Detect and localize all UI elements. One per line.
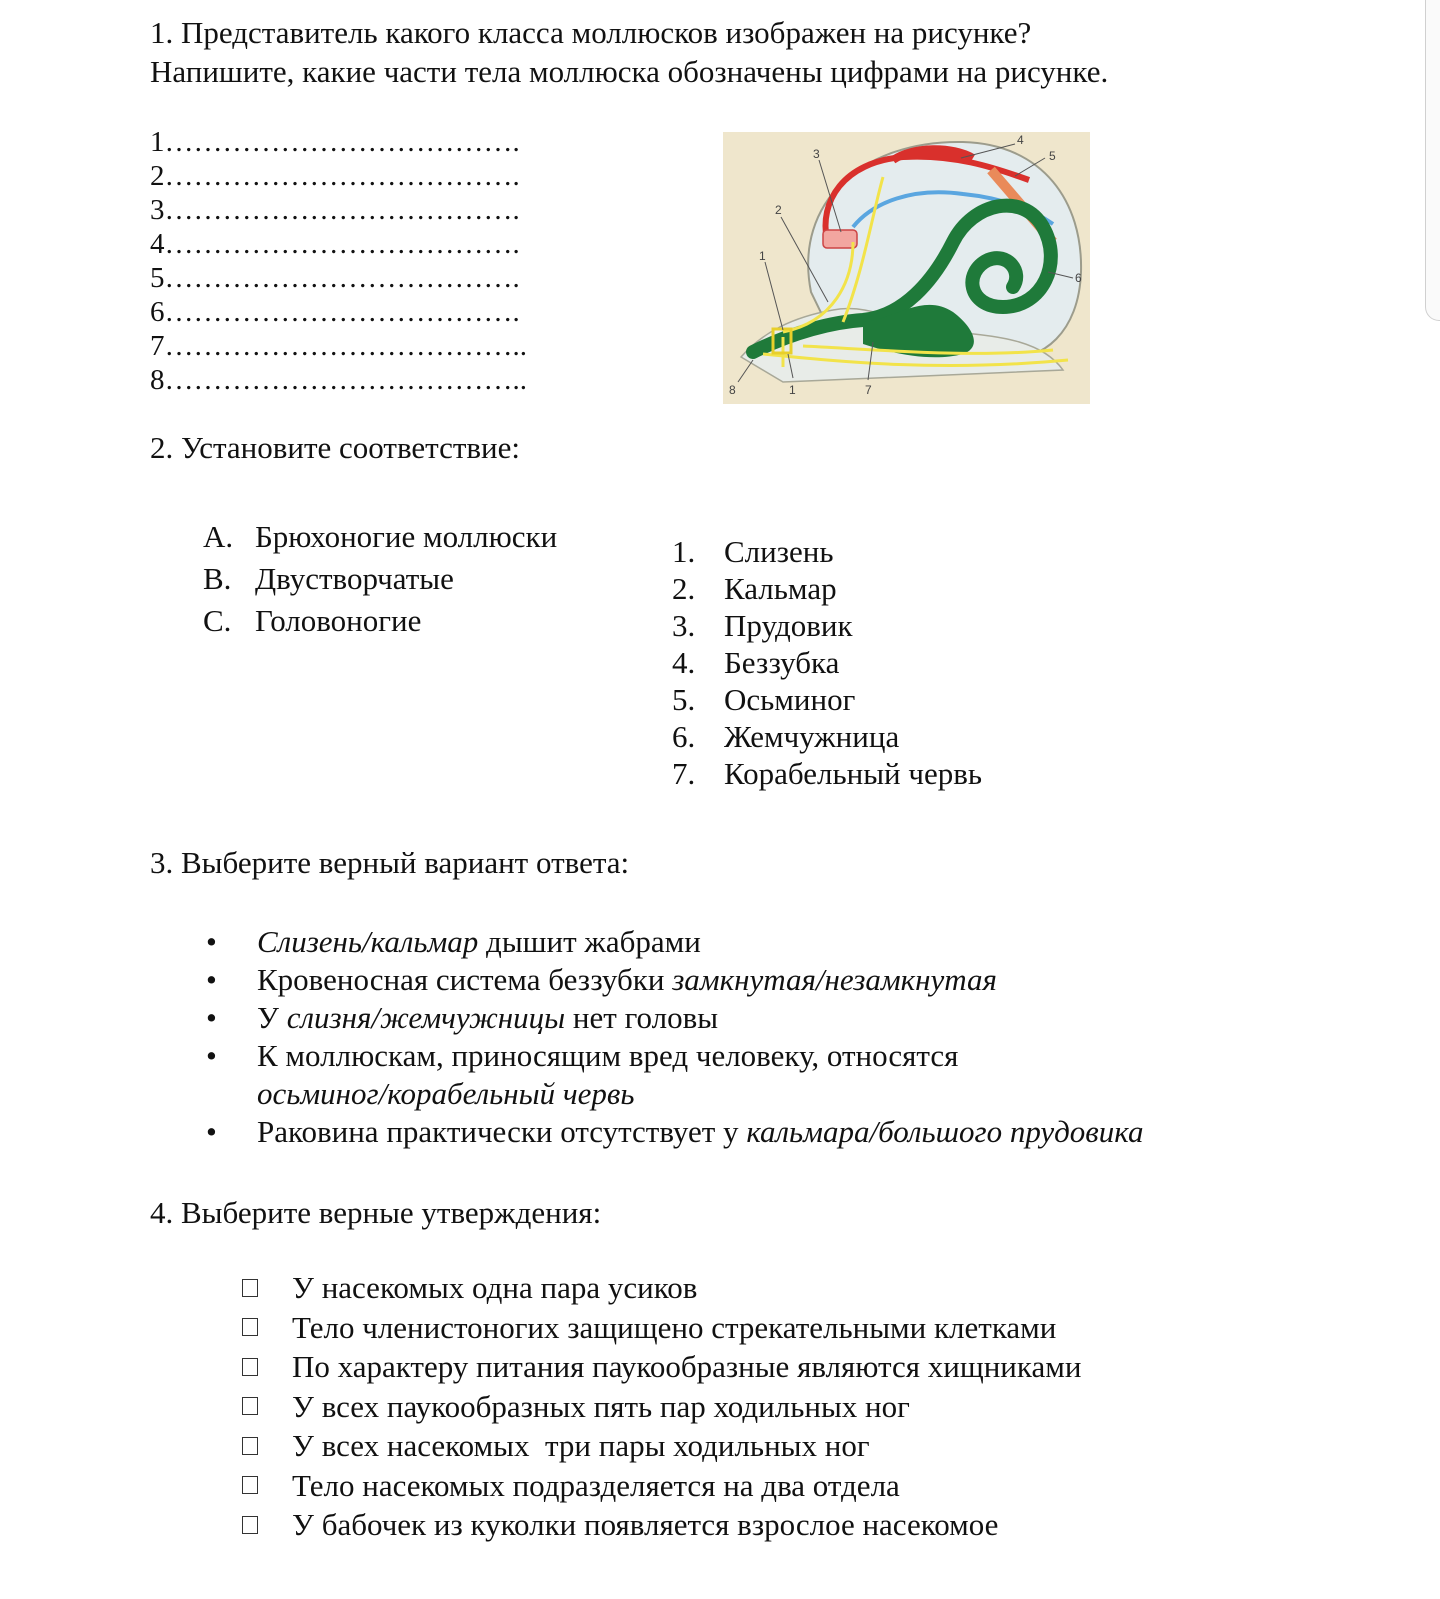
animal-mark: 1.: [672, 534, 696, 569]
q4-checkbox-list: [240, 1268, 1081, 1545]
animal-item: [672, 607, 982, 644]
statement-text: К моллюскам, приносящим вред человеку, относятся: [257, 1038, 959, 1073]
q3-statement-list: [203, 923, 1217, 1151]
answer-blank-8: 8………………………………..: [150, 364, 527, 396]
figure-label-3: 3: [813, 147, 820, 161]
class-label: Двустворчатые: [255, 561, 454, 596]
answer-blank-3: 3……………………………….: [150, 194, 520, 226]
statement-text: дышит жабрами: [478, 924, 701, 959]
answer-blank-5: 5……………………………….: [150, 262, 520, 294]
checkbox-label: У насекомых одна пара усиков: [292, 1270, 698, 1305]
answer-blank-1: 1……………………………….: [150, 126, 520, 158]
q2-title: 2. Установите соответствие:: [150, 430, 520, 465]
animal-list: [672, 533, 982, 792]
q1-line1: 1. Представитель какого класса моллюсков изображен на рисунке?: [150, 15, 1032, 50]
animal-item: [672, 570, 982, 607]
checkbox-label: У всех насекомых три пары ходильных ног: [292, 1428, 870, 1463]
class-mark: C.: [203, 603, 232, 638]
animal-label: Прудовик: [724, 608, 853, 643]
figure-label-2: 2: [775, 203, 782, 217]
animal-mark: 4.: [672, 645, 696, 680]
option-pair: замкнутая/незамкнутая: [672, 962, 997, 997]
checkbox-label: Тело насекомых подразделяется на два отдела: [292, 1467, 900, 1503]
q4-title: 4. Выберите верные утверждения:: [150, 1195, 602, 1230]
animal-label: Корабельный червь: [724, 756, 983, 791]
statement-text: Кровеносная система беззубки: [257, 962, 673, 997]
animal-item: [672, 681, 982, 718]
checkbox-label: Тело членистоногих защищено стрекательными клетками: [292, 1309, 1057, 1345]
figure-label-7: 7: [865, 383, 872, 397]
animal-mark: 5.: [672, 682, 696, 717]
statement-text: У: [257, 1000, 287, 1035]
animal-mark: 7.: [672, 756, 696, 791]
statement-item: [203, 961, 1217, 999]
animal-label: Слизень: [724, 534, 834, 569]
checkbox-item[interactable]: [240, 1466, 1081, 1506]
checkbox-icon[interactable]: [240, 1268, 292, 1308]
mollusk-anatomy-figure: [723, 132, 1090, 404]
option-pair: кальмара/большого прудовика: [746, 1114, 1144, 1149]
animal-item: [672, 533, 982, 570]
bullet-icon: •: [206, 1000, 217, 1035]
option-pair: осьминог/корабельный червь: [257, 1076, 635, 1111]
answer-blank-7: 7………………………………..: [150, 330, 527, 362]
class-mark: A.: [203, 519, 234, 554]
class-label: Головоногие: [255, 603, 422, 638]
animal-label: Жемчужница: [724, 719, 900, 754]
statement-text: нет головы: [565, 1000, 719, 1035]
bullet-icon: •: [206, 1114, 217, 1149]
statement-item: [203, 999, 1217, 1037]
checkbox-icon[interactable]: [240, 1426, 292, 1466]
answer-blank-2: 2……………………………….: [150, 160, 520, 192]
animal-label: Кальмар: [724, 571, 837, 606]
bullet-icon: •: [206, 924, 217, 959]
checkbox-icon[interactable]: [240, 1347, 292, 1387]
figure-label-5: 5: [1049, 149, 1056, 163]
animal-item: [672, 718, 982, 755]
figure-label-8: 8: [729, 383, 736, 397]
animal-label: Осьминог: [724, 682, 856, 717]
answer-blank-4: 4……………………………….: [150, 228, 520, 260]
statement-item: [203, 1037, 1217, 1113]
checkbox-item[interactable]: [240, 1347, 1081, 1387]
animal-item: [672, 755, 982, 792]
class-mark: B.: [203, 561, 232, 596]
figure-label-1: 1: [759, 249, 766, 263]
mollusk-class-list: [203, 516, 557, 642]
checkbox-icon[interactable]: [240, 1466, 292, 1506]
q1-line2: Напишите, какие части тела моллюска обозначены цифрами на рисунке.: [150, 54, 1109, 89]
option-pair: Слизень/кальмар: [257, 924, 479, 959]
checkbox-item[interactable]: [240, 1387, 1081, 1427]
option-pair: слизня/жемчужницы: [286, 1000, 566, 1035]
q3-title: 3. Выберите верный вариант ответа:: [150, 845, 630, 880]
checkbox-icon[interactable]: [240, 1505, 292, 1545]
animal-item: [672, 644, 982, 681]
class-item: [203, 558, 557, 600]
class-item: [203, 600, 557, 642]
checkbox-label: По характеру питания паукообразные являются хищниками: [292, 1349, 1082, 1384]
animal-mark: 3.: [672, 608, 696, 643]
figure-label-4: 4: [1017, 133, 1024, 147]
checkbox-item[interactable]: [240, 1308, 1081, 1348]
bullet-icon: •: [206, 962, 217, 997]
checkbox-icon[interactable]: [240, 1387, 292, 1427]
q1-blank-list: [150, 125, 527, 397]
checkbox-label: У бабочек из куколки появляется взрослое насекомое: [292, 1507, 999, 1542]
class-label: Брюхоногие моллюски: [255, 519, 558, 554]
checkbox-icon[interactable]: [240, 1308, 292, 1348]
animal-mark: 6.: [672, 719, 696, 754]
checkbox-item[interactable]: [240, 1426, 1081, 1466]
figure-label-1-bottom: 1: [789, 383, 796, 397]
answer-blank-6: 6……………………………….: [150, 296, 520, 328]
class-item: [203, 516, 557, 558]
animal-mark: 2.: [672, 571, 696, 606]
checkbox-label: У всех паукообразных пять пар ходильных ног: [292, 1388, 910, 1424]
checkbox-item[interactable]: [240, 1268, 1081, 1308]
bullet-icon: •: [206, 1038, 217, 1073]
animal-label: Беззубка: [724, 645, 840, 680]
statement-item: [203, 923, 1217, 961]
statement-text: Раковина практически отсутствует у: [257, 1114, 747, 1149]
statement-item: [203, 1113, 1217, 1151]
checkbox-item[interactable]: [240, 1505, 1081, 1545]
scrollbar-edge[interactable]: [1425, 0, 1440, 321]
figure-label-6: 6: [1075, 271, 1082, 285]
